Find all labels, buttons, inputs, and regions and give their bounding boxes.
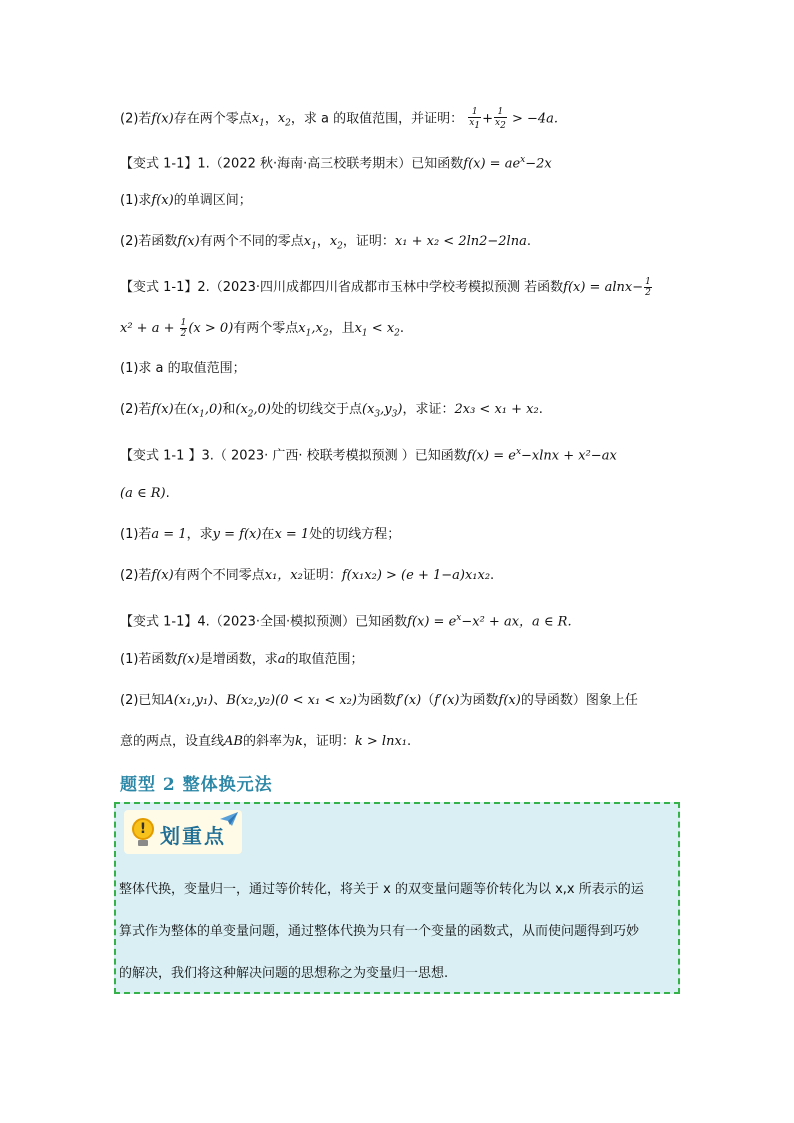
text: . [399,321,405,336]
problem-part2: (2)若f(x)存在两个零点$x_1$，$x_2$，求 a 的取值范围，并证明： $\frac{1}{x_1}$ + $\frac{1}{x_2}$ > −4a. [120,107,559,131]
text: 的斜率为 [242,734,295,749]
math-point-2: $(x_2,0)$ [235,402,271,420]
math-k: k [294,734,303,749]
text: 为函数 [356,693,396,708]
math-fx: f(x) [151,402,174,417]
paper-plane-icon [220,812,238,826]
variant-number: 2. [197,280,210,295]
text: (2)若函数 [120,234,178,249]
math-sup: x [520,155,526,165]
text: . [526,234,531,249]
variant-number: 1. [197,156,210,172]
text: (1)求 [120,193,152,208]
fraction-half: $\frac{1}{2}$ [180,318,187,339]
variant-4-q2-cont [120,732,411,752]
text: 有两个不同零点 [173,568,265,583]
callout-box [114,802,680,994]
math-fx: f(x) [177,652,200,667]
variant-source: （2023·全国·模拟预测）已知函数 [209,614,408,630]
text: 和 [222,402,236,417]
variant-3-header [120,442,617,466]
text: 有两个不同的零点 [199,234,304,249]
text: ， [264,111,278,127]
math-inequality: > −4a. [511,111,559,127]
text: 为函数 [459,693,499,708]
math-sup: x [456,613,462,623]
variant-4-q1 [120,650,364,670]
math-x1: x₁ [264,568,278,583]
lightbulb-base [138,840,148,846]
variant-1-q1 [120,191,252,211]
text: 在 [173,402,187,417]
variant-4-header [120,608,572,632]
lightbulb-icon: ! [132,818,154,840]
text: ，证明： [342,234,395,249]
variant-source: （2022 秋·海南·高三校联考期末）已知函数 [209,156,464,172]
text: 处的切线方程； [309,527,401,542]
math-fx: f(x) [151,193,174,208]
text: . [165,486,170,501]
text: 、 [213,693,227,708]
math-y: y = f(x) [212,527,262,542]
variant-3-header-cont [120,484,170,504]
text: ，证明： [302,734,355,749]
text: 是增函数，求 [199,652,278,667]
math-point-a: A(x₁,y₁) [164,693,214,708]
section-title: 题型 2 整体换元法 [120,775,273,795]
math-domain: ，a ∈ R. [519,614,572,630]
variant-source: （2023·四川成都四川省成都市玉林中学校考模拟预测 若函数 [209,280,564,295]
text: (2)若 [120,568,152,583]
math-a: a = 1 [151,527,187,542]
text: (1)求 a 的取值范围； [120,361,246,376]
variant-2-cont [120,318,404,344]
text: （ [421,693,435,708]
math-x1: $x_1$ [303,234,317,252]
math-point-3: $(x_3,y_3)$ [362,402,403,420]
text: 证明： [302,568,342,583]
fraction-1-over-x2: $\frac{1}{x_2}$ [495,107,506,131]
variant-4-q2 [120,691,638,711]
math-inequality: x₁ + x₂ < 2ln2−2lna [394,234,527,249]
text: 的导函数）图象上任 [520,693,638,708]
math-function-end: −xlnx + x²−ax [521,448,617,464]
text: (2)若 [120,402,152,417]
callout-line-1: 整体代换，变量归一，通过等价转化，将关于 x 的双变量问题等价转化为以 x,x 所表示的运 [119,882,644,897]
variant-tag: 【变式 1-1】 [120,156,198,172]
math-x1-lt-x2: $x_1 < x_2$ [354,321,400,339]
text: ，求 [186,527,213,542]
math-x2: $x_2$ [277,111,291,129]
text: 存在两个零点 [173,111,252,127]
math-a: a [277,652,286,667]
variant-3-q2 [120,566,494,586]
math-sup: x [515,447,522,457]
math-derivative: f′(x) [434,693,460,708]
variant-tag: 【变式 1-1】 [120,614,198,630]
math-function: f(x) = e [407,614,457,630]
math-condition: (a ∈ R) [120,486,166,501]
text: 的取值范围； [285,652,364,667]
variant-1-header [120,150,552,174]
math-function-end: −x² + ax [461,614,520,630]
variant-tag: 【变式 1-1】 [120,280,198,295]
text: 的单调区间； [173,193,252,208]
variant-source: （ 2023· 广西· 校联考模拟预测 ）已知函数 [213,448,467,464]
text: . [407,734,412,749]
variant-number: 4. [197,614,210,630]
variant-3-q1 [120,525,400,545]
math-derivative: f′(x) [395,693,422,708]
math-expr: x² + a + [120,321,175,336]
math-inequality: 2x₃ < x₁ + x₂ [454,402,539,417]
text: (2)已知 [120,693,165,708]
callout-line-3: 的解决，我们将这种解决问题的思想称之为变量归一思想. [119,966,449,981]
math-point-1: $(x_1,0)$ [186,402,223,420]
text: ，且 [328,321,355,336]
text: ， [316,234,330,249]
text: (1)若 [120,527,152,542]
text: ，求 a 的取值范围，并证明： [290,111,464,127]
variant-2-header [120,277,653,298]
text: 处的切线交于点 [271,402,363,417]
math-x2: $x_2$ [329,234,343,252]
text: ，求证： [402,402,455,417]
key-point-badge [124,810,242,854]
text: . [538,402,543,417]
text: 意的两点，设直线 [120,734,225,749]
fraction-1-over-x1: $\frac{1}{x_1}$ [469,107,481,131]
math-function-end: −2x [525,156,552,172]
variant-number: 3. [201,448,214,464]
variant-1-q2 [120,232,531,257]
text: (1)若函数 [120,652,178,667]
math-inequality: f(x₁x₂) > (e + 1−a)x₁x₂ [341,568,491,583]
math-fx: f(x) [151,111,174,127]
badge-label: 划重点 [160,824,226,848]
text: 在 [261,527,275,542]
math-x: x = 1 [274,527,310,542]
math-function: f(x) = ae [463,156,521,172]
fraction-half: $\frac{1}{2}$ [645,277,651,298]
math-x1x2: $x_1,x_2$ [298,321,329,339]
math-fx: f(x) [498,693,521,708]
text: (2)若 [120,111,152,127]
math-condition: (x > 0) [188,321,234,336]
text: 有两个零点 [233,321,299,336]
variant-tag: 【变式 1-1 】 [120,448,202,464]
math-x1: $x_1$ [251,111,265,129]
math-fx: f(x) [177,234,200,249]
variant-2-q2 [120,400,543,425]
callout-line-2: 算式作为整体的单变量问题，通过整体代换为只有一个变量的函数式，从而使问题得到巧妙 [119,924,640,939]
math-ab: AB [224,734,243,749]
math-condition: (0 < x₁ < x₂) [275,693,357,708]
math-point-b: B(x₂,y₂) [226,693,276,708]
math-inequality: k > lnx₁ [354,734,407,749]
math-function: f(x) = e [466,448,516,464]
variant-2-q1 [120,359,246,379]
math-function: f(x) = alnx− [563,280,644,295]
math-x2: ，x₂ [277,568,303,583]
text: . [490,568,495,583]
math-fx: f(x) [151,568,174,583]
